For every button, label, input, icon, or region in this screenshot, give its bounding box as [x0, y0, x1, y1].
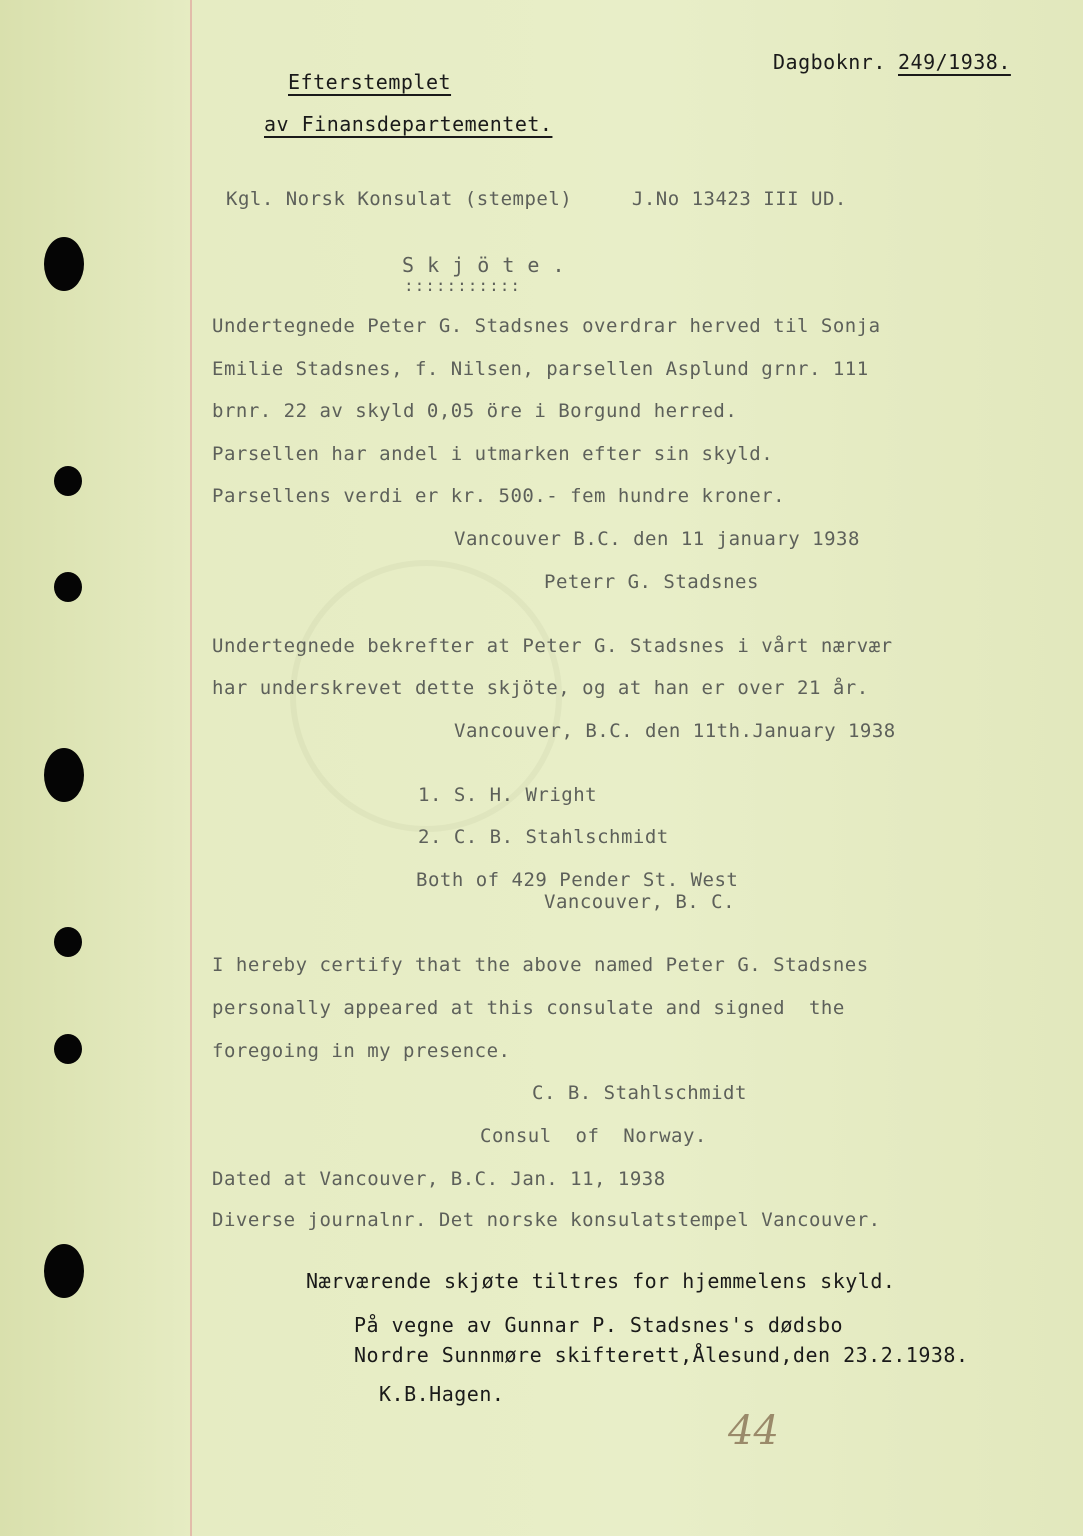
- binder-hole-3: [54, 572, 82, 602]
- heading-line2: av Finansdepartementet.: [264, 112, 553, 136]
- witness-line-2: har underskrevet dette skjöte, og at han er over 21 år.: [212, 677, 869, 699]
- deed-line-4: Parsellen har andel i utmarken efter sin skyld.: [212, 443, 774, 465]
- consulate-line: Kgl. Norsk Konsulat (stempel) J.No 13423 III UD.: [226, 188, 847, 210]
- binder-hole-6: [54, 1034, 82, 1064]
- registration-line-2: På vegne av Gunnar P. Stadsnes's dødsbo: [354, 1313, 844, 1337]
- deed-line-5: Parsellens verdi er kr. 500.- fem hundre kroner.: [212, 485, 786, 507]
- deed-signature: Peterr G. Stadsnes: [544, 571, 759, 593]
- handwritten-page-number: 44: [728, 1408, 779, 1454]
- certification-line-2: personally appeared at this consulate and signed the: [212, 997, 845, 1019]
- certification-dated: Dated at Vancouver, B.C. Jan. 11, 1938: [212, 1168, 666, 1190]
- registration-line-1: Nærværende skjøte tiltres for hjemmelens skyld.: [306, 1269, 896, 1293]
- heading-line1: Efterstemplet: [288, 70, 452, 94]
- deed-line-3: brnr. 22 av skyld 0,05 öre i Borgund herred.: [212, 400, 738, 422]
- binder-hole-4: [44, 748, 84, 802]
- certification-line-3: foregoing in my presence.: [212, 1040, 511, 1062]
- binder-hole-1: [44, 237, 84, 291]
- witness-address-2: Vancouver, B. C.: [544, 891, 736, 913]
- deed-title: S k j ö t e .: [402, 253, 566, 277]
- deed-line-1: Undertegnede Peter G. Stadsnes overdrar herved til Sonja: [212, 315, 881, 337]
- certification-signer-title: Consul of Norway.: [480, 1125, 707, 1147]
- binder-hole-5: [54, 927, 82, 957]
- deed-title-rule: :::::::::::: [404, 276, 521, 295]
- witness-place-date: Vancouver, B.C. den 11th.January 1938: [454, 720, 896, 742]
- registration-line-3: Nordre Sunnmøre skifterett,Ålesund,den 23.2.1938.: [354, 1343, 969, 1367]
- binder-hole-2: [54, 466, 82, 496]
- deed-line-2: Emilie Stadsnes, f. Nilsen, parsellen Asplund grnr. 111: [212, 358, 869, 380]
- certification-line-1: I hereby certify that the above named Peter G. Stadsnes: [212, 954, 869, 976]
- certification-journal: Diverse journalnr. Det norske konsulatstempel Vancouver.: [212, 1209, 881, 1231]
- registration-signer: K.B.Hagen.: [379, 1382, 505, 1406]
- binder-hole-7: [44, 1244, 84, 1298]
- witness-line-1: Undertegnede bekrefter at Peter G. Stadsnes i vårt nærvær: [212, 635, 893, 657]
- deed-place-date: Vancouver B.C. den 11 january 1938: [454, 528, 860, 550]
- witness-name-1: 1. S. H. Wright: [418, 784, 598, 806]
- margin-line: [190, 0, 192, 1536]
- diary-number-value: 249/1938.: [898, 50, 1011, 74]
- witness-name-2: 2. C. B. Stahlschmidt: [418, 826, 669, 848]
- diary-number-label: Dagboknr.: [773, 50, 886, 74]
- certification-signer: C. B. Stahlschmidt: [532, 1082, 747, 1104]
- witness-address-1: Both of 429 Pender St. West: [416, 869, 739, 891]
